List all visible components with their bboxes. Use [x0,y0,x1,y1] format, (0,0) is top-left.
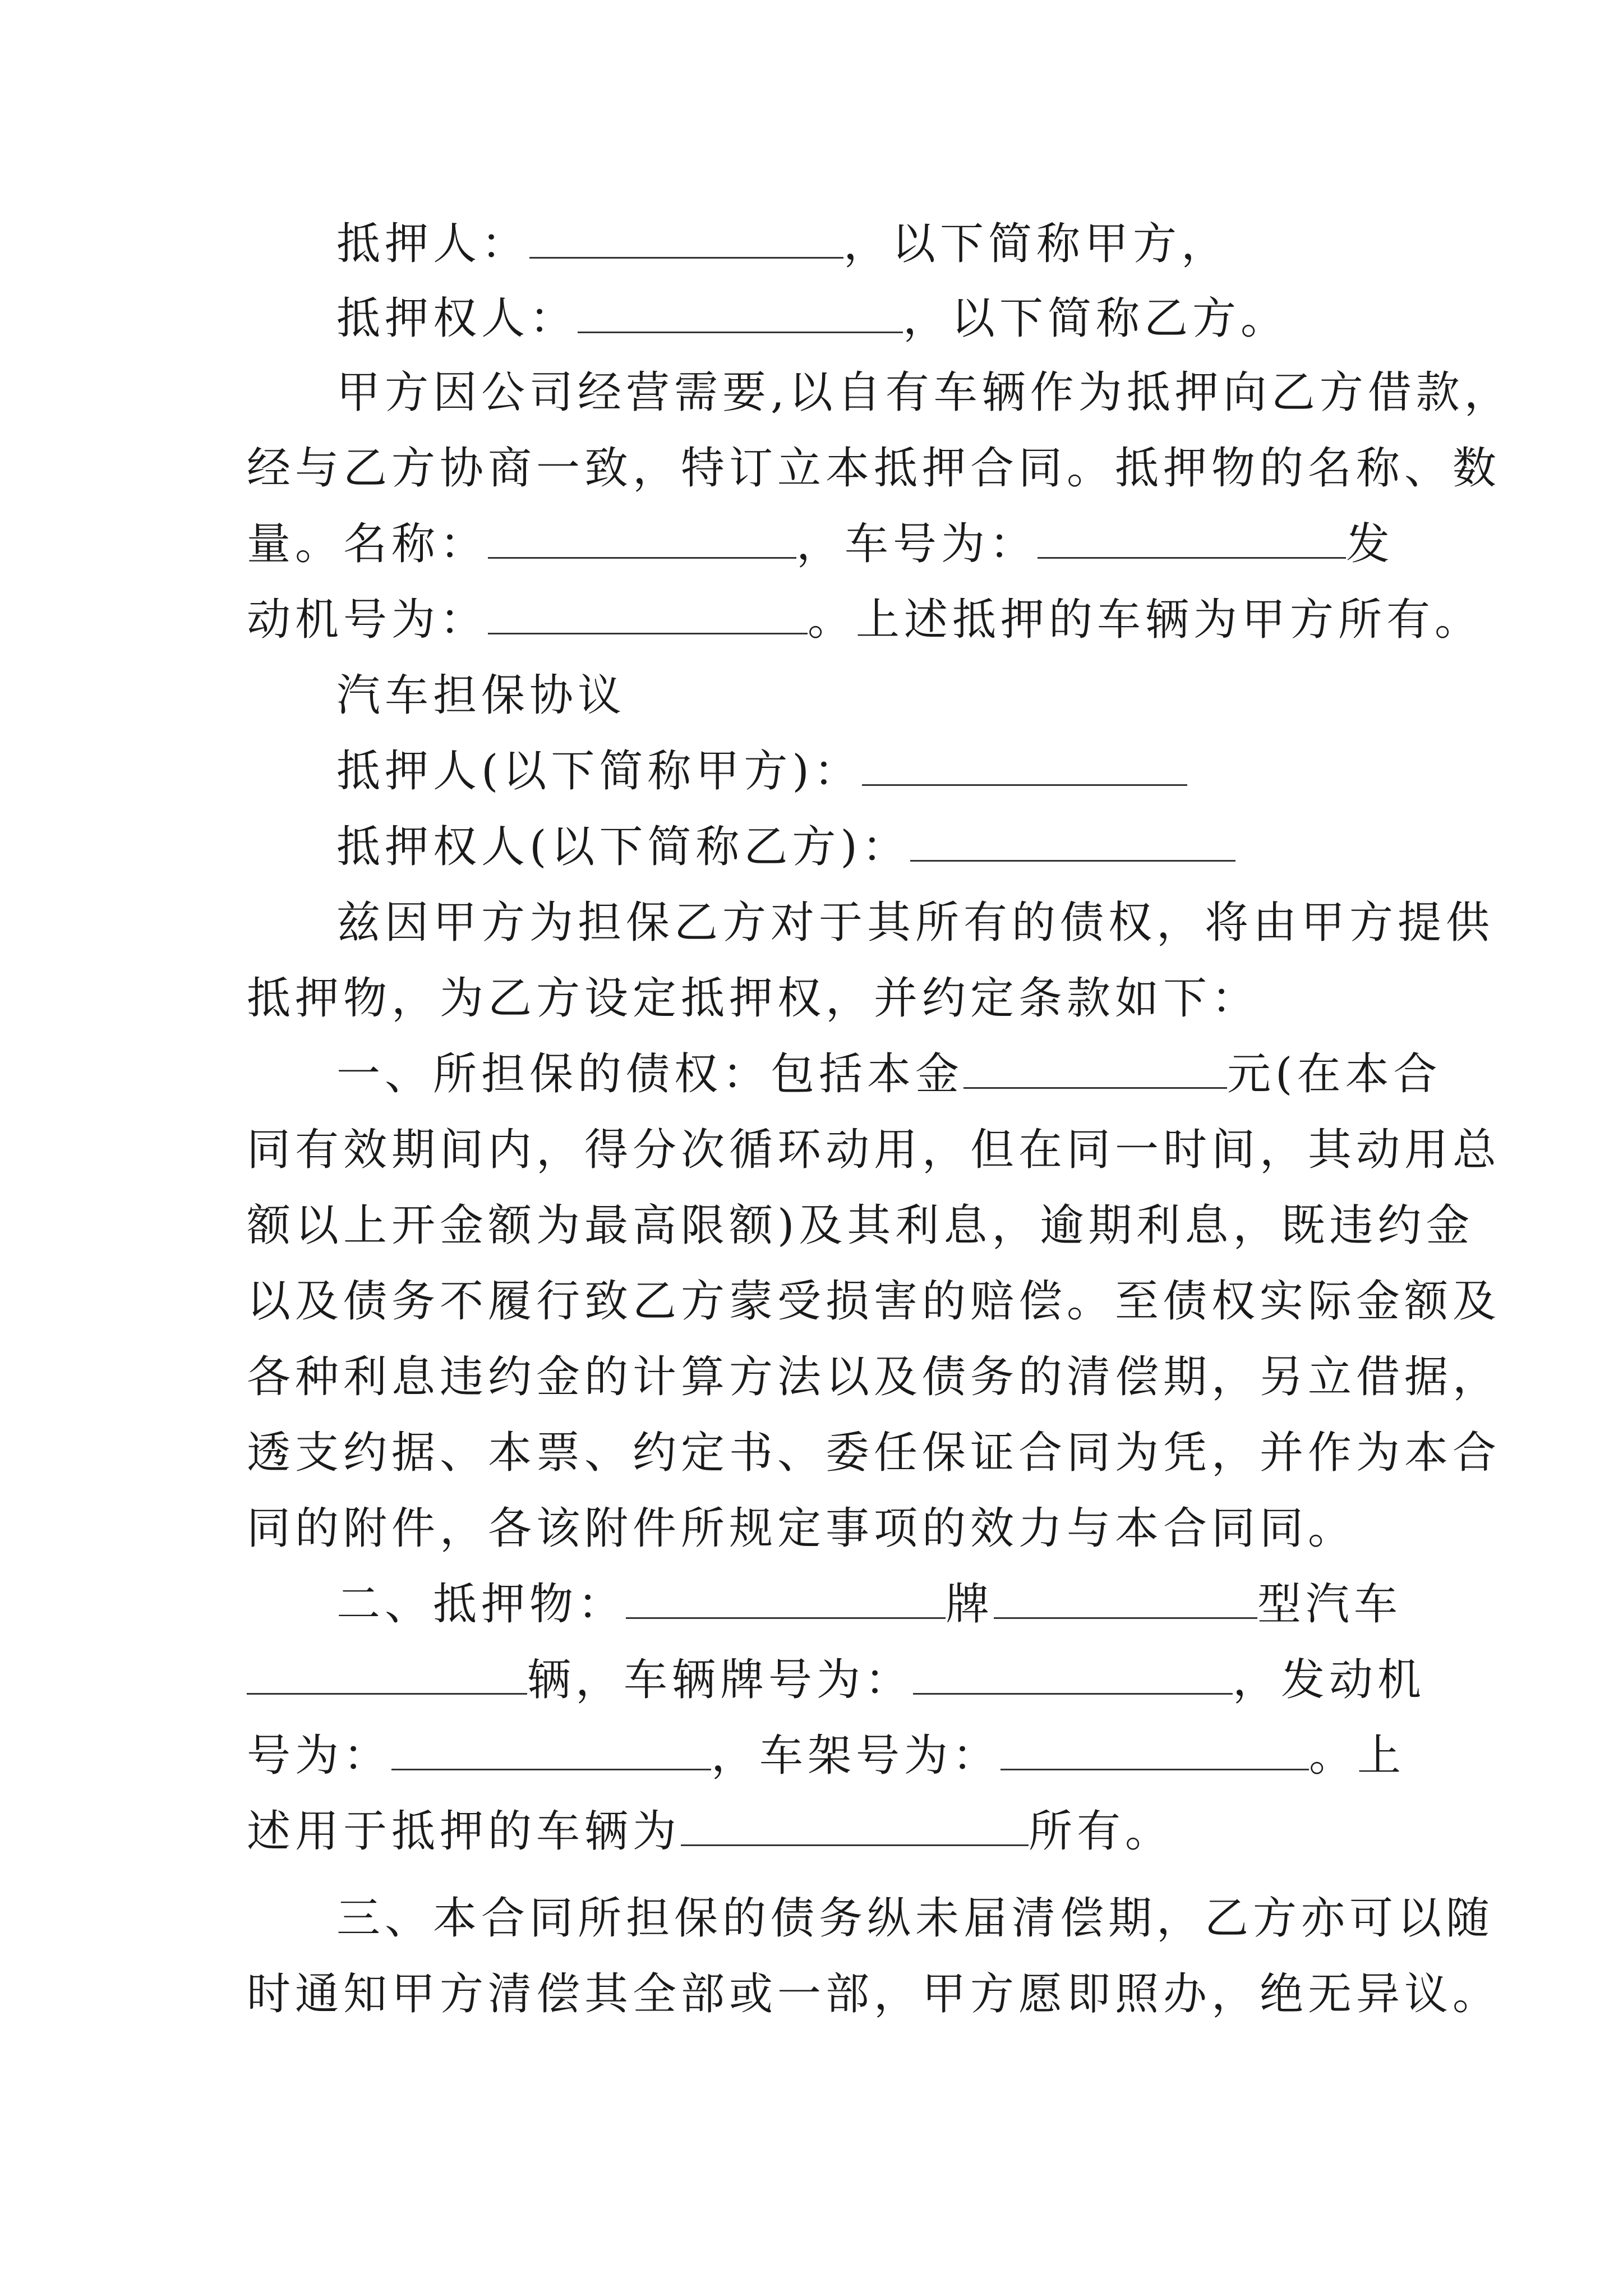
mortgagee-line: 抵押权人(以下简称乙方)： [336,819,1486,875]
blank-field[interactable] [681,1805,1029,1846]
paragraph-line: 时通知甲方清偿其全部或一部，甲方愿即照办，绝无异议。 [247,1969,1501,2019]
paragraph-line: 二、抵押物： 牌 型汽车 [336,1579,1403,1630]
blank-field[interactable] [578,292,903,333]
paragraph-line: 三、本合同所担保的债务纵未届清偿期，乙方亦可以随 [336,1893,1495,1944]
mortgagor-line: 抵押人： ，以下简称甲方， [336,219,1230,269]
blank-field[interactable] [626,1578,946,1619]
mortgagor-line: 抵押人(以下简称甲方)： [336,743,1486,799]
blank-field[interactable] [963,1048,1227,1089]
section-title: 汽车担保协议 [336,670,626,721]
paragraph-line: 量。名称： ，车号为： 发 [247,519,1395,569]
paragraph-line: 动机号为： 。上述抵押的车辆为甲方所有。 [247,595,1483,645]
paragraph-line: 述用于抵押的车辆为 所有。 [247,1806,1174,1857]
blank-field[interactable] [862,745,1187,786]
paragraph-line: 额以上开金额为最高限额)及其利息，逾期利息，既违约金 [247,1200,1474,1251]
blank-field[interactable] [910,821,1235,862]
paragraph-line: 辆，车辆牌号为： ，发动机 [247,1652,1396,1708]
blank-field[interactable] [488,518,796,559]
blank-field[interactable] [1038,518,1346,559]
mortgagee-line: 抵押权人： ，以下简称乙方。 [336,293,1289,344]
paragraph-line: 甲方因公司经营需要,以自有车辆作为抵押向乙方借款， [336,367,1513,418]
blank-field[interactable] [488,593,808,634]
blank-field[interactable] [1000,1729,1309,1770]
paragraph-line: 以及债务不履行致乙方蒙受损害的赔偿。至债权实际金额及 [247,1276,1501,1327]
blank-field[interactable] [913,1654,1233,1695]
paragraph-line: 同的附件，各该附件所规定事项的效力与本合同同。 [247,1503,1357,1554]
blank-field[interactable] [391,1729,711,1770]
paragraph-line: 透支约据、本票、约定书、委任保证合同为凭，并作为本合 [247,1428,1501,1478]
paragraph-line: 各种利息违约金的计算方法以及债务的清偿期，另立借据， [247,1352,1501,1402]
paragraph-line: 兹因甲方为担保乙方对于其所有的债权，将由甲方提供 [336,898,1495,948]
paragraph-line: 同有效期间内，得分次循环动用，但在同一时间，其动用总 [247,1125,1501,1175]
blank-field[interactable] [247,1654,527,1695]
blank-field[interactable] [529,218,843,259]
paragraph-line: 经与乙方协商一致，特订立本抵押合同。抵押物的名称、数 [247,443,1501,494]
paragraph-line: 一、所担保的债权：包括本金 元(在本合 [336,1049,1442,1099]
paragraph-line: 抵押物，为乙方设定抵押权，并约定条款如下： [247,973,1260,1024]
paragraph-line: 号为： ，车架号为： 。上 [247,1731,1406,1781]
blank-field[interactable] [994,1578,1257,1619]
